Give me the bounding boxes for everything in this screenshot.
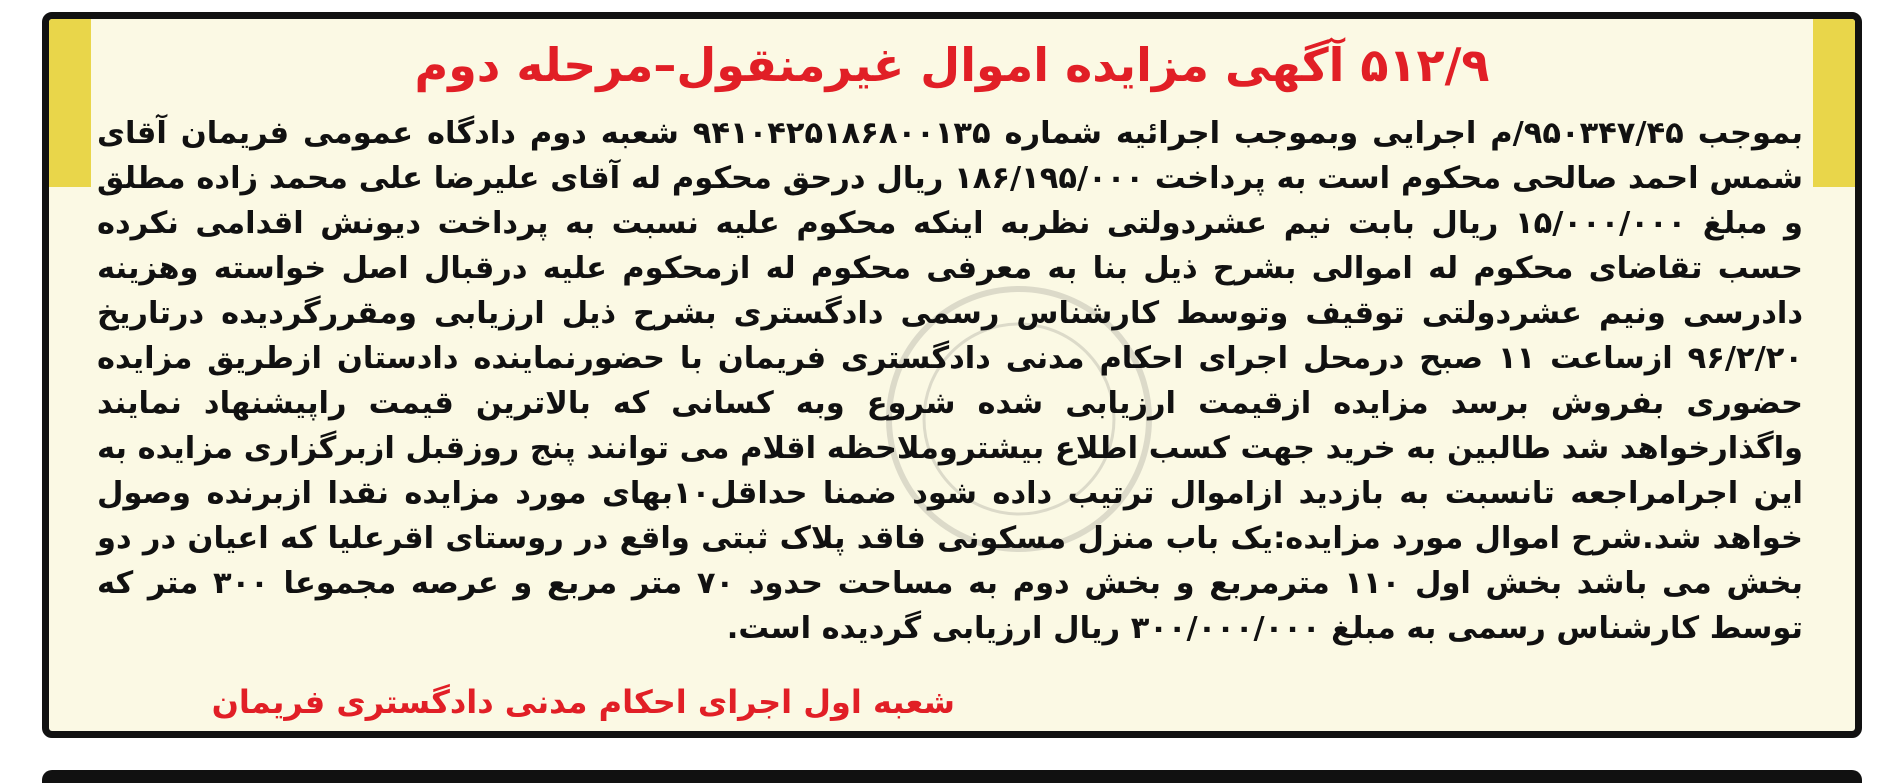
- right-yellow-band: [1813, 19, 1855, 187]
- left-yellow-band: [49, 19, 91, 187]
- issuer-signature: شعبه اول اجرای احکام مدنی دادگستری فریمان: [211, 683, 955, 721]
- notice-title: ۵۱۲/۹ آگهی مزایده اموال غیرمنقول–مرحله دوم: [414, 38, 1490, 92]
- auction-notice-frame: [42, 12, 1862, 738]
- next-notice-border: [42, 770, 1862, 783]
- notice-body: بموجب ۹۵۰۳۴۷/۴۵/م اجرایی وبموجب اجرائیه شماره ۹۴۱۰۴۲۵۱۸۶۸۰۰۱۳۵ شعبه دوم دادگاه عمومی فریمان آقای شمس احمد صالحی محکوم است به پرداخت ۱۸۶/۱۹۵/۰۰۰ ریال درحق محکوم له آقای علیرضا علی محمد زاده مطلق و مبلغ ۱۵/۰۰۰/۰۰۰ ریال بابت نیم عشردولتی نظربه اینکه محکوم علیه نسبت به پرداخت دیونش اقدامی نکرده حسب تقاضای محکوم له اموالی بشرح ذیل بنا به معرفی محکوم له ازمحکوم علیه درقبال اصل خواسته وهزینه دادرسی ونیم عشردولتی توقیف وتوسط کارشناس رسمی دادگستری بشرح ذیل ارزیابی ومقررگردیده درتاریخ ۹۶/۲/۲۰ ازساعت ۱۱ صبح درمحل اجرای احکام مدنی دادگستری فریمان با حضورنماینده دادستان ازطریق مزایده حضوری بفروش برسد مزایده ازقیمت ارزیابی شده شروع وبه کسانی که بالاترین قیمت راپیشنهاد نمایند واگذارخواهد شد طالبین به خرید جهت کسب اطلاع بیشتروملاحظه اقلام می توانند پنج روزقبل ازبرگزاری مزایده به این اجرامراجعه تانسبت به بازدید ازاموال ترتیب داده شود ضمنا حداقل۱۰بهای مورد مزایده نقدا ازبرنده وصول خواهد شد.شرح اموال مورد مزایده:یک باب منزل مسکونی فاقد پلاک ثبتی واقع در روستای اقرعلیا که اعیان در دو بخش می باشد بخش اول ۱۱۰ مترمربع و بخش دوم به مساحت حدود ۷۰ متر مربع و عرصه مجموعا ۳۰۰ متر که توسط کارشناس رسمی به مبلغ ۳۰۰/۰۰۰/۰۰۰ ریال ارزیابی گردیده است.: [97, 116, 1803, 646]
